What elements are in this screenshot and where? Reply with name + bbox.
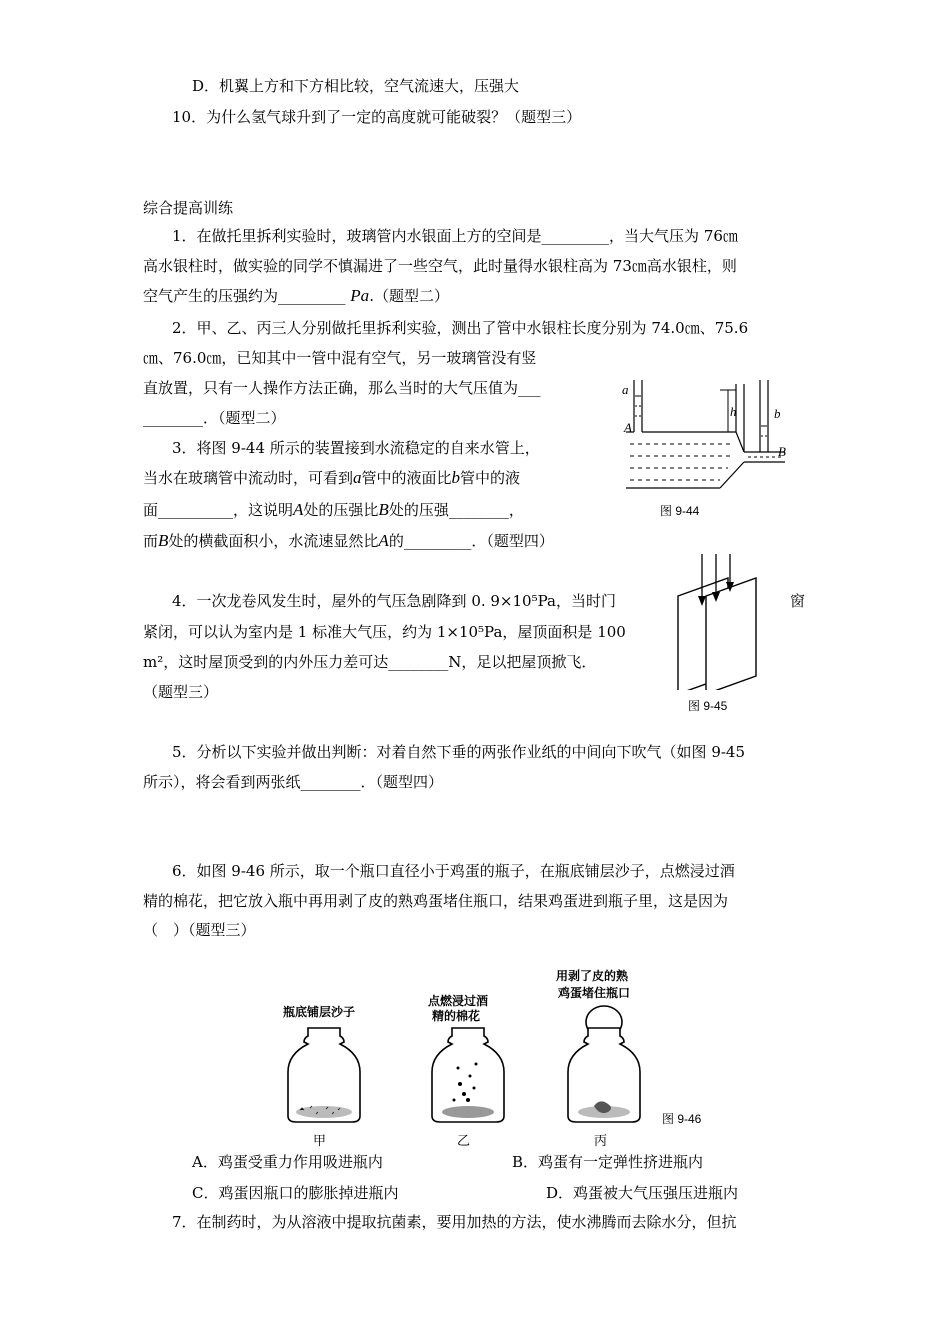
q3-line4: 而B处的横截面积小，水流速显然比A的_________．（题型四）	[143, 531, 554, 550]
q4-line1: 4．一次龙卷风发生时，屋外的气压急剧降到 0. 9×10⁵Pa，当时门	[172, 592, 616, 610]
jar-1	[286, 1024, 362, 1124]
q1-line1: 1．在做托里拆利实验时，玻璃管内水银面上方的空间是_________，当大气压为 76㎝	[172, 227, 738, 245]
q6-line1: 6．如图 9-46 所示，取一个瓶口直径小于鸡蛋的瓶子，在瓶底铺层沙子，点燃浸过酒	[172, 862, 735, 880]
q1-line2: 高水银柱时，做实验的同学不慎漏进了一些空气，此时量得水银柱高为 73㎝高水银柱，则	[143, 257, 737, 275]
q2-line3: 直放置，只有一人操作方法正确，那么当时的大气压值为___	[143, 379, 541, 397]
q5-line2: 所示），将会看到两张纸________．（题型四）	[143, 773, 444, 791]
figure-9-44	[620, 376, 800, 496]
pa-unit: Pa	[350, 286, 370, 305]
section-title: 综合提高训练	[143, 199, 234, 217]
fig44-label-B: B	[778, 444, 786, 459]
q3-line1: 3．将图 9-44 所示的装置接到水流稳定的自来水管上，	[172, 439, 540, 457]
fig44-caption: 图 9-44	[660, 504, 700, 518]
jar3-label-1: 用剥了皮的熟	[556, 969, 629, 983]
q4-line2: 紧闭，可以认为室内是 1 标准大气压，约为 1×10⁵Pa，屋顶面积是 100	[143, 623, 626, 641]
q6-option-a: A．鸡蛋受重力作用吸进瓶内	[192, 1153, 383, 1171]
q2-line1: 2．甲、乙、丙三人分别做托里拆利实验，测出了管中水银柱长度分别为 74.0㎝、75.6	[172, 319, 749, 337]
q3-line3: 面__________，这说明A处的压强比B处的压强________，	[143, 500, 524, 519]
fig44-label-A: A	[624, 420, 632, 435]
jar3-sub: 丙	[594, 1134, 608, 1149]
q4-line1-end: 窗	[790, 592, 806, 610]
q4-line4: （题型三）	[143, 683, 219, 701]
q5-line1: 5．分析以下实验并做出判断：对着自然下垂的两张作业纸的中间向下吹气（如图 9-45	[172, 743, 746, 761]
q2-line4: ________．（题型二）	[143, 409, 286, 427]
q1-line3: 空气产生的压强约为_________ Pa.（题型二）	[143, 286, 449, 305]
q6-line2: 精的棉花，把它放入瓶中再用剥了皮的熟鸡蛋堵住瓶口，结果鸡蛋进到瓶子里，这是因为	[143, 892, 729, 910]
jar2-label-2: 精的棉花	[432, 1009, 481, 1023]
q6-line3: （ ）（题型三）	[143, 921, 256, 939]
jar1-label: 瓶底铺层沙子	[283, 1005, 356, 1019]
jar3-label-2: 鸡蛋堵住瓶口	[558, 986, 631, 1000]
fig44-label-a: a	[622, 382, 629, 397]
question-10: 10．为什么氢气球升到了一定的高度就可能破裂？（题型三）	[172, 108, 582, 126]
option-d: D．机翼上方和下方相比较，空气流速大，压强大	[192, 77, 520, 95]
q6-option-b: B．鸡蛋有一定弹性挤进瓶内	[512, 1153, 704, 1171]
fig46-caption: 图 9-46	[662, 1112, 702, 1126]
figure-9-45	[672, 550, 768, 690]
q7-line1: 7．在制药时，为从溶液中提取抗菌素，要用加热的方法，使水沸腾而去除水分，但抗	[172, 1213, 737, 1231]
fig45-caption: 图 9-45	[688, 699, 728, 713]
q4-line3: m²，这时屋顶受到的内外压力差可达________N，足以把屋顶掀飞．	[143, 653, 597, 671]
jar-3	[566, 1002, 642, 1124]
q6-option-d: D．鸡蛋被大气压强压进瓶内	[546, 1184, 739, 1202]
jar1-sub: 甲	[313, 1134, 327, 1149]
fig44-label-h: h	[730, 404, 737, 419]
q6-option-c: C．鸡蛋因瓶口的膨胀掉进瓶内	[192, 1184, 399, 1202]
jar2-sub: 乙	[457, 1134, 471, 1149]
jar2-label-1: 点燃浸过酒	[428, 994, 489, 1008]
q2-line2: ㎝、76.0㎝，已知其中一管中混有空气，另一玻璃管没有竖	[143, 349, 537, 367]
jar-2	[430, 1024, 506, 1124]
fig44-label-b: b	[774, 406, 781, 421]
q3-line2: 当水在玻璃管中流动时，可看到a管中的液面比b管中的液	[143, 468, 521, 487]
